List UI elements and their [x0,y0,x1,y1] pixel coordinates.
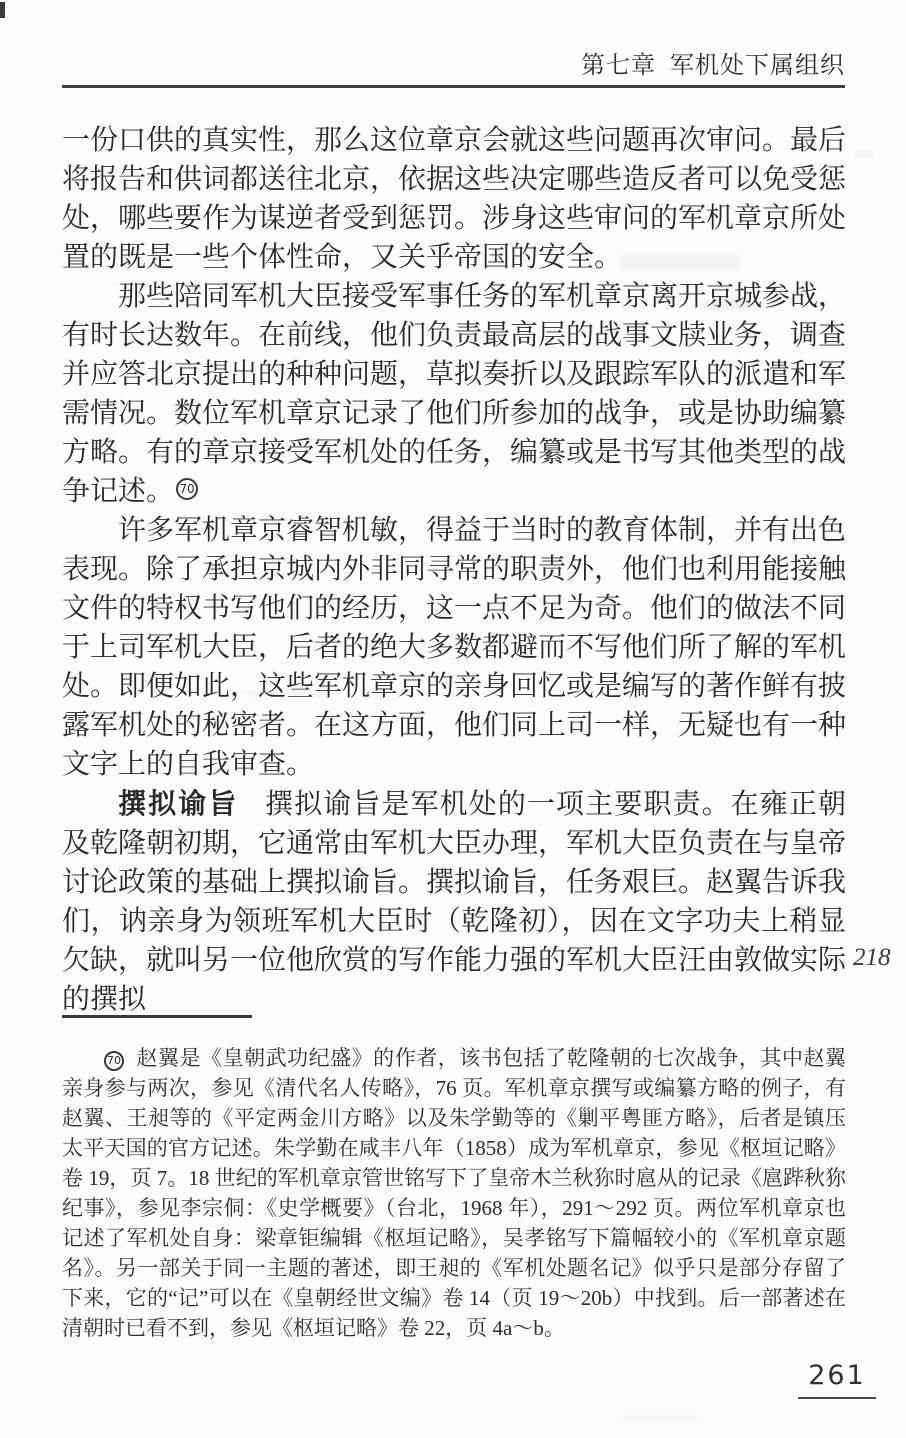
footnote-text: 赵翼是《皇朝武功纪盛》的作者，该书包括了乾隆朝的七次战争，其中赵翼亲身参与两次，参见《清代名人传略》，76 页。军机章京撰写或编纂方略的例子，有赵翼、王昶等的《平定两金川方略》以及朱学勤等的《剿平粤匪方略》，后者是镇压太平天国的官方记述。朱学勤在咸丰八年（1858）成为军机章京，参见《枢垣记略》卷 19，页 7。18 世纪的军机章京管世铭写下了皇帝木兰秋狝时扈从的记录《扈跸秋狝纪事》，参见李宗侗：《史学概要》（台北，1968 年），291～292 页。两位军机章京也记述了军机处自身：梁章钜编辑《枢垣记略》，吴孝铭写下篇幅较小的《军机章京题名》。另一部关于同一主题的著述，即王昶的《军机处题名记》似乎只是部分存留了下来，它的“记”可以在《皇朝经世文编》卷 14（页 19～20b）中找到。后一部著述在清朝时已看不到，参见《枢垣记略》卷 22，页 4a～b。 [62,1046,846,1340]
page-number-rule [798,1397,876,1399]
body-text [62,121,846,1019]
body-paragraph [62,121,846,277]
body-paragraph [62,511,846,784]
footnote-separator [62,1015,252,1018]
body-paragraph [62,277,846,511]
footnote-marker: 70 [104,1051,124,1071]
header-rule [62,85,845,88]
margin-page-ref: 218 [853,944,891,971]
scan-artifact [856,150,872,158]
scan-artifact [0,2,5,18]
body-paragraph [62,784,846,1019]
footnote-paragraph [62,1043,846,1343]
chapter-number: 第七章 [581,53,656,79]
paragraph-text: 撰拟谕旨是军机处的一项主要职责。在雍正朝及乾隆朝初期，它通常由军机大臣办理，军机大臣负责在与皇帝讨论政策的基础上撰拟谕旨。撰拟谕旨，任务艰巨。赵翼告诉我们，讷亲身为领班军机大臣时（乾隆初），因在文字功夫上稍显欠缺，就叫另一位他欣赏的写作能力强的军机大臣汪由敦做实际的撰拟 [62,789,847,1015]
paragraph-text: 一份口供的真实性，那么这位章京会就这些问题再次审问。最后将报告和供词都送往北京，依据这些决定哪些造反者可以免受惩处，哪些要作为谋逆者受到惩罚。涉身这些审问的军机章京所处置的既是一些个体性命，又关乎帝国的安全。 [62,125,847,273]
scan-artifact [620,1415,700,1421]
paragraph-text: 许多军机章京睿智机敏，得益于当时的教育体制，并有出色表现。除了承担京城内外非同寻常的职责外，他们也利用能接触文件的特权书写他们的经历，这一点不足为奇。他们的做法不同于上司军机大臣，后者的绝大多数都避而不写他们所了解的军机处。即便如此，这些军机章京的亲身回忆或是编写的著作鲜有披露军机处的秘密者。在这方面，他们同上司一样，无疑也有一种文字上的自我审查。 [62,515,847,780]
footnote-ref-marker: 70 [176,478,198,500]
footnote-block [62,1043,846,1343]
section-term: 撰拟谕旨 [118,788,239,819]
running-header [581,51,845,81]
paragraph-text: 那些陪同军机大臣接受军事任务的军机章京离开京城参战，有时长达数年。在前线，他们负责最高层的战事文牍业务，调查并应答北京提出的种种问题，草拟奏折以及跟踪军队的派遣和军需情况。数位军机章京记录了他们所参加的战争，或是协助编纂方略。有的章京接受军机处的任务，编纂或是书写其他类型的战争记述。 [62,281,847,507]
page-number: 261 [808,1360,866,1391]
chapter-title: 军机处下属组织 [670,53,845,79]
